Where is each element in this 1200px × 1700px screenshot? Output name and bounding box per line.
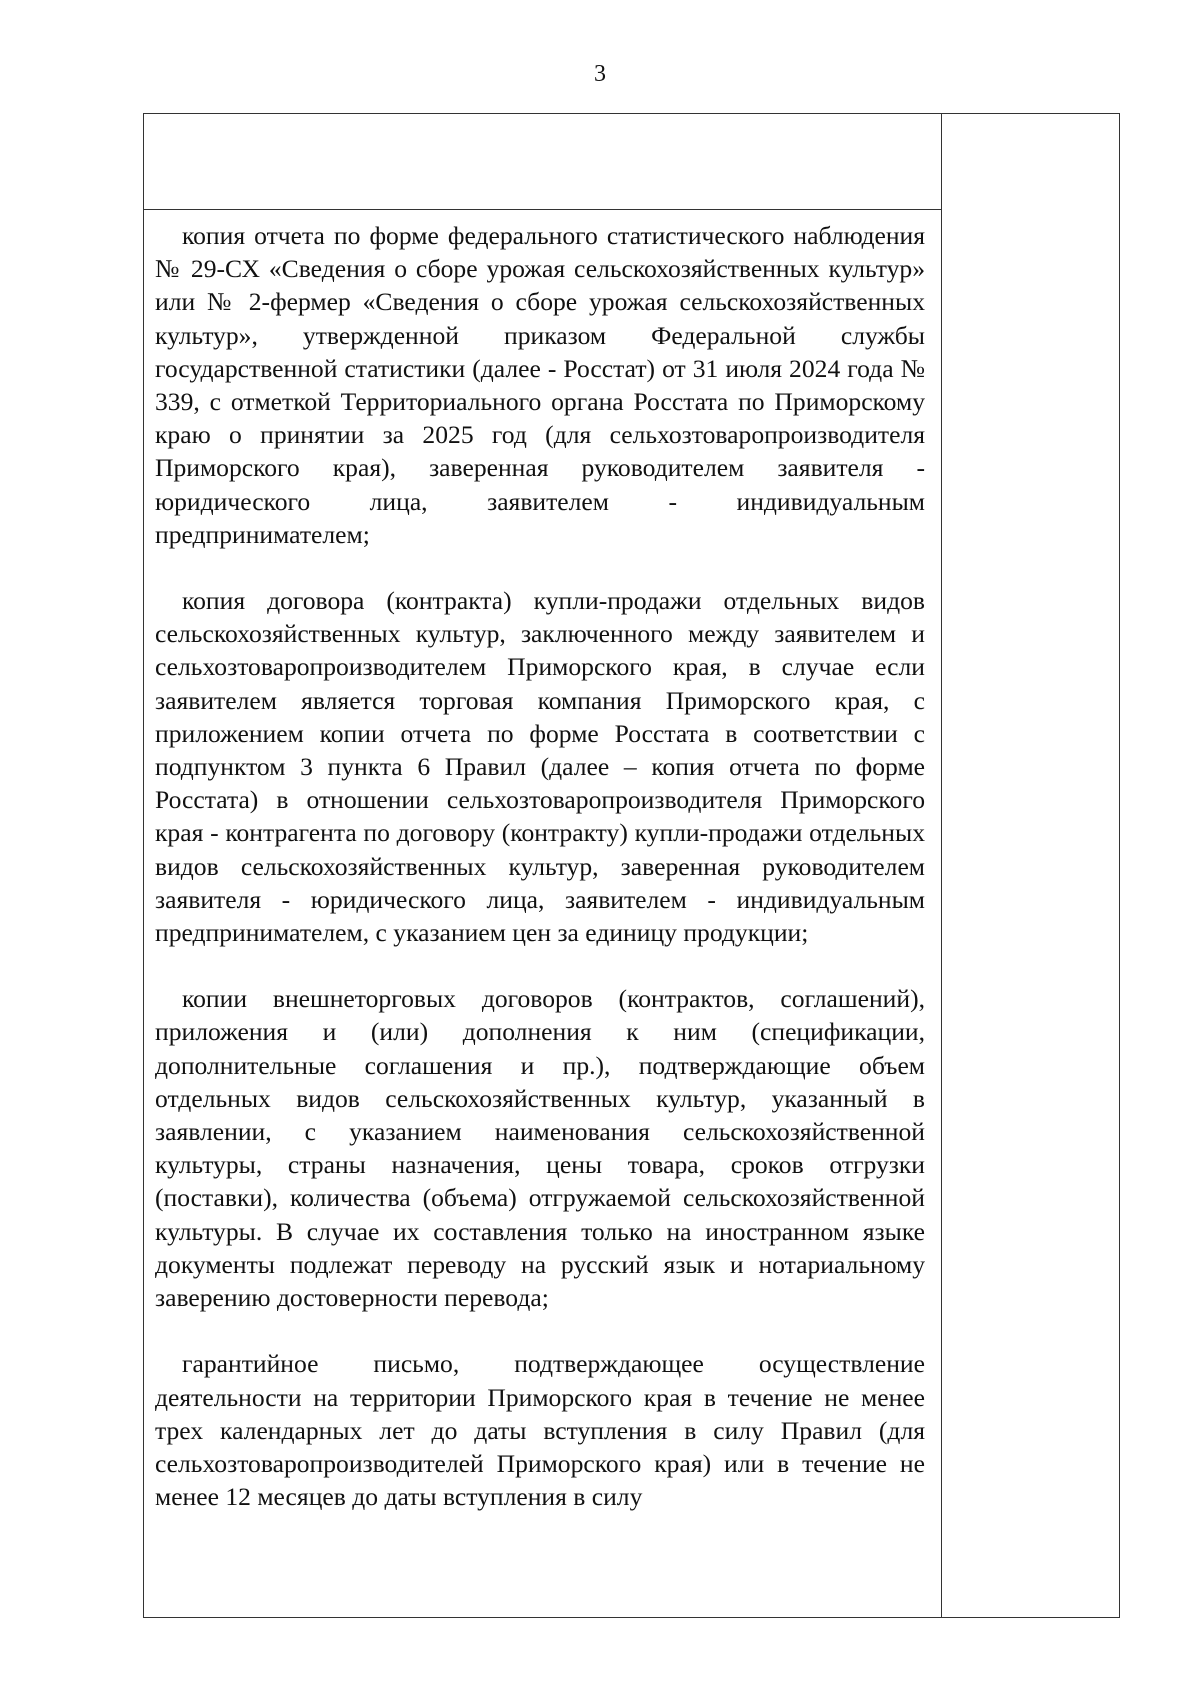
table-column-divider bbox=[941, 114, 942, 1617]
page-number: 3 bbox=[594, 61, 606, 87]
paragraph-contract-copy: копия договора (контракта) купли-продажи отдельных видов сельскохозяйственных культур, заключенного между заявителем и сельхозтоваропроизводителем Приморского края, в случае если заявителем является торговая компания Приморского края, с приложением копии отчета по форме Росстата в соответствии с подпунктом 3 пункта 6 Правил (далее – копия отчета по форме Росстата) в отношении сельхозтоваропроизводителя Приморского края - контрагента по договору (контракту) купли-продажи отдельных видов сельскохозяйственных культур, заверенная руководителем заявителя - юридического лица, заявителем - индивидуальным предпринимателем, с указанием цен за единицу продукции; bbox=[155, 586, 925, 948]
table-row-divider bbox=[144, 209, 941, 210]
document-table bbox=[143, 113, 1120, 1618]
paragraph-guarantee-letter: гарантийное письмо, подтверждающее осуществление деятельности на территории Приморского края в течение не менее трех календарных лет до даты вступления в силу Правил (для сельхозтоваропроизводителей Приморского края) или в течение не менее 12 месяцев до даты вступления в силу bbox=[155, 1349, 925, 1512]
table-text-cell bbox=[155, 219, 925, 1546]
paragraph-report-copy: копия отчета по форме федерального статистического наблюдения № 29-СХ «Сведения о сборе урожая сельскохозяйственных культур» или № 2-фермер «Сведения о сборе урожая сельскохозяйственных культур», утвержденной приказом Федеральной службы государственной статистики (далее - Росстат) от 31 июля 2024 года № 339, с отметкой Территориального органа Росстата по Приморскому краю о принятии за 2025 год (для сельхозтоваропроизводителя Приморского края), заверенная руководителем заявителя - юридического лица, заявителем - индивидуальным предпринимателем; bbox=[155, 221, 925, 549]
paragraph-foreign-trade-contracts: копии внешнеторговых договоров (контрактов, соглашений), приложения и (или) дополнения к ним (спецификации, дополнительные соглашения и пр.), подтверждающие объем отдельных видов сельскохозяйственных культур, указанный в заявлении, с указанием наименования сельскохозяйственной культуры, страны назначения, цены товара, сроков отгрузки (поставки), количества (объема) отгружаемой сельскохозяйственной культуры. В случае их составления только на иностранном языке документы подлежат переводу на русский язык и нотариальному заверению достоверности перевода; bbox=[155, 984, 925, 1313]
